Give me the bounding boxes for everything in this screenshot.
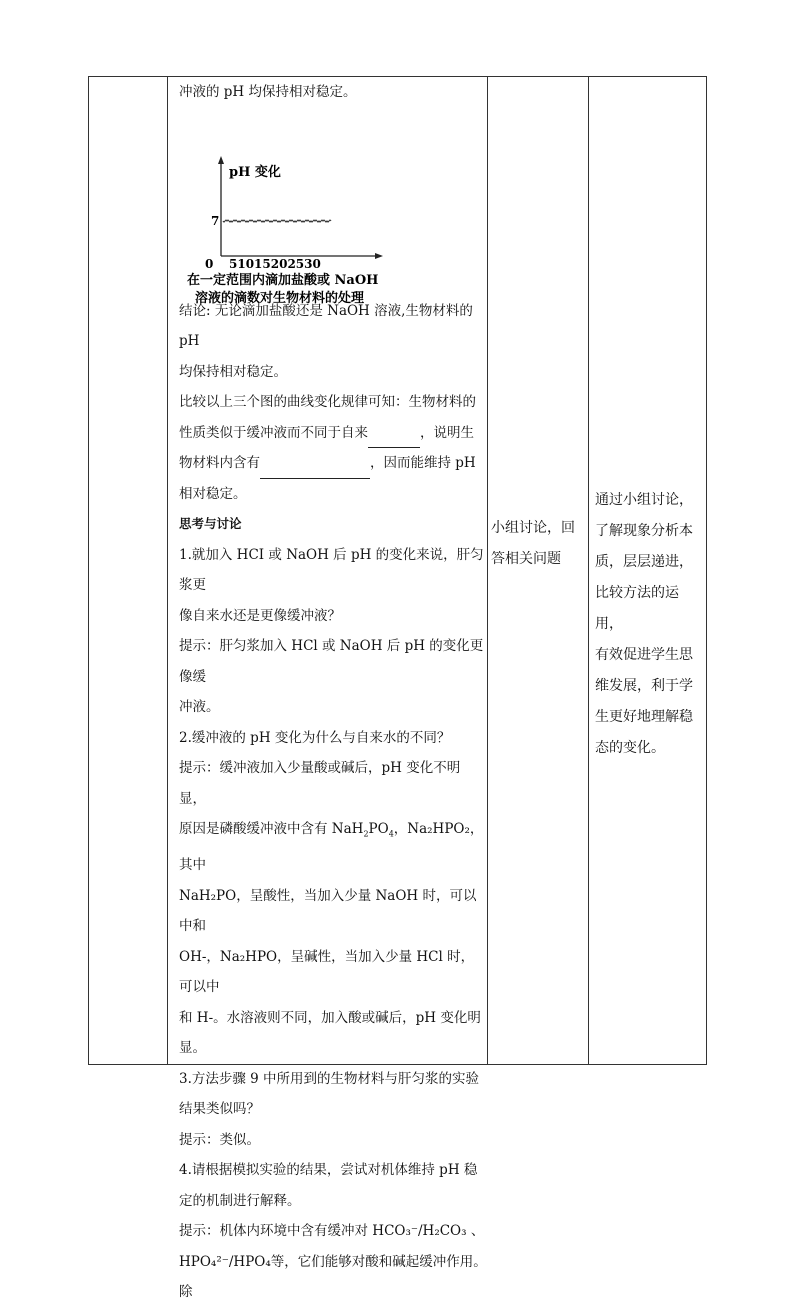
y-axis-label: pH 变化: [229, 164, 281, 180]
intent-line: 态的变化。: [595, 740, 665, 756]
text-line: 冲液的 pH 均保持相对稳定。: [179, 84, 357, 100]
text-line: 4.请根据模拟实验的结果，尝试对机体维持 pH 稳: [179, 1162, 478, 1179]
fill-blank: [260, 462, 370, 479]
subscript: 4: [388, 829, 394, 839]
lesson-table: [88, 76, 707, 1301]
intent-line: 通过小组讨论，: [595, 492, 693, 508]
text-line: 比较以上三个图的曲线变化规律可知：生物材料的: [179, 394, 476, 410]
text-line: 结果类似吗？: [179, 1101, 260, 1118]
text-segment: 原因是磷酸缓冲液中含有 NaH: [179, 821, 364, 837]
text-line: 提示：机体内环境中含有缓冲对 HCO₃⁻/H₂CO₃ 、: [179, 1223, 485, 1240]
text-line: 提示：缓冲液加入少量酸或碱后，pH 变化不明显，: [179, 760, 461, 807]
intent-line: 了解现象分析本: [595, 523, 693, 539]
design-intent-column: [595, 485, 705, 764]
intent-line: 维发展，利于学: [595, 678, 693, 694]
text-line: [179, 418, 487, 449]
origin-label: 0: [205, 256, 214, 271]
ph-chart: [179, 108, 487, 306]
ph-chart-svg: [179, 108, 479, 306]
text-line: 像自来水还是更像缓冲液？: [179, 607, 341, 624]
text-segment: 物材料内含有: [179, 455, 260, 471]
text-line: 显。: [179, 1040, 206, 1057]
text-segment: 性质类似于缓冲液而不同于自来: [179, 424, 368, 441]
y-tick-7: 7: [211, 213, 220, 228]
intent-line: 比较方法的运用，: [595, 585, 679, 632]
activity-line: 答相关问题: [491, 551, 561, 567]
text-segment: ，因而能维持 pH: [370, 455, 476, 471]
text-line: 定的机制进行解释。: [179, 1192, 301, 1209]
fill-blank: [368, 431, 420, 448]
text-line: 提示：肝匀浆加入 HCl 或 NaOH 后 pH 的变化更像缓: [179, 638, 484, 685]
text-line: 均保持相对稳定。: [179, 363, 287, 380]
text-line: 1.就加入 HCI 或 NaOH 后 pH 的变化来说，肝匀浆更: [179, 546, 484, 593]
chart-caption-2: 溶液的滴数对生物材料的处理: [195, 290, 365, 306]
column-divider: [487, 77, 488, 1064]
text-segment: ，说明生: [420, 424, 474, 441]
text-line: 2.缓冲液的 pH 变化为什么与自来水的不同？: [179, 729, 451, 746]
y-axis-arrow: [218, 156, 224, 164]
column-divider: [588, 77, 589, 1064]
text-line: 3.方法步骤 9 中所用到的生物材料与肝匀浆的实验: [179, 1070, 480, 1087]
text-line: NaH₂PO，呈酸性，当加入少量 NaOH 时，可以中和: [179, 887, 477, 935]
x-axis-arrow: [375, 253, 383, 259]
text-line: [179, 448, 487, 479]
text-line: [179, 814, 487, 881]
subscript: 2: [363, 829, 369, 839]
text-line: 相对稳定。: [179, 485, 247, 502]
text-line: 结论: 无论滴加盐酸还是 NaOH 溶液,生物材料的 pH: [179, 302, 473, 349]
text-line: 冲液。: [179, 699, 220, 715]
text-segment: ，Na₂HPO₂，其中: [179, 821, 484, 874]
student-activity-column: [491, 513, 587, 575]
text-line: OH-，Na₂HPO，呈碱性，当加入少量 HCl 时，可以中: [179, 948, 475, 996]
activity-line: 小组讨论，回: [491, 520, 575, 536]
x-tick-labels: 51015202530: [229, 256, 321, 271]
ph-series-line: [223, 220, 331, 222]
text-line: HPO₄²⁻/HPO₄等，它们能够对酸和碱起缓冲作用。除: [179, 1253, 487, 1301]
intent-line: 生更好地理解稳: [595, 709, 693, 725]
column-divider: [167, 77, 168, 1064]
text-segment: PO: [368, 821, 389, 837]
intent-line: 质，层层递进，: [595, 554, 693, 570]
intent-line: 有效促进学生思: [595, 647, 693, 663]
teaching-content-column: [173, 77, 487, 1308]
chart-caption-1: 在一定范围内滴加盐酸或 NaOH: [187, 272, 379, 288]
text-line: 和 H-。水溶液则不同，加入酸或碱后，pH 变化明: [179, 1009, 481, 1026]
discussion-heading: 思考与讨论: [179, 516, 242, 531]
text-line: 提示：类似。: [179, 1131, 260, 1148]
